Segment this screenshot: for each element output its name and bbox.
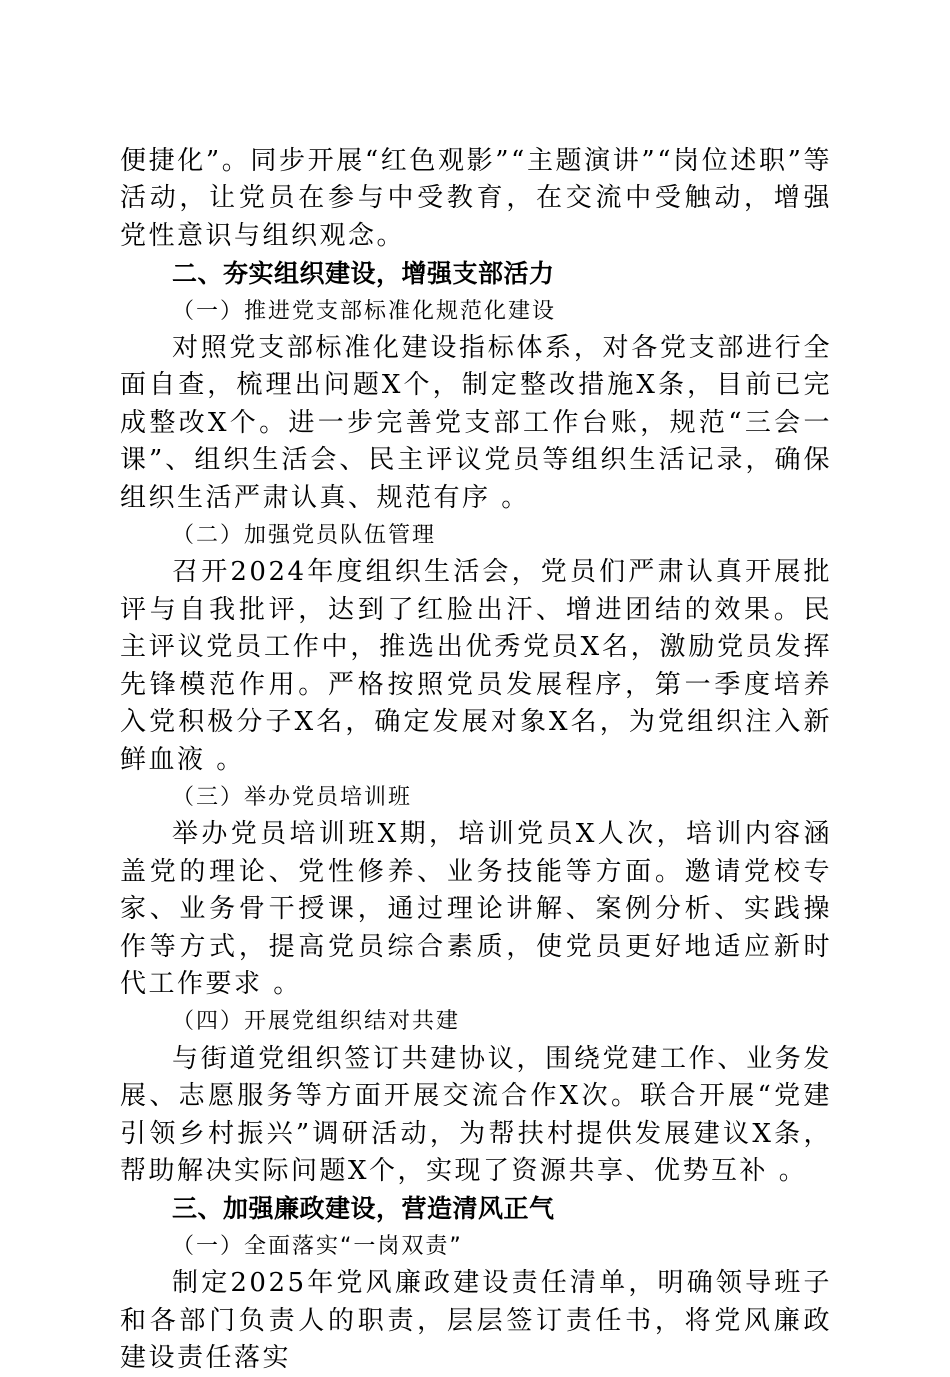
section-heading-3: 三、加强廉政建设，营造清风正气 [172,1194,555,1224]
document-page [120,143,832,1377]
subsection-heading-2-3: （三）举办党员培训班 [172,784,413,810]
paragraph-2-3: 举办党员培训班X期，培训党员X人次，培训内容涵盖党的理论、党性修养、业务技能等方面。邀请党校专家、业务骨干授课，通过理论讲解、案例分析、实践操作等方式，提高党员综合素质，使党员更好地适应新时代工作要求 。 [120,819,832,999]
paragraph-2-1: 对照党支部标准化建设指标体系，对各党支部进行全面自查，梳理出问题X个，制定整改措施X条，目前已完成整改X个。进一步完善党支部工作台账，规范“三会一课”、组织生活会、民主评议党员等组织生活记录，确保组织生活严肃认真、规范有序 。 [120,333,832,513]
subsection-heading-2-2: （二）加强党员队伍管理 [172,523,437,549]
paragraph-continuation: 便捷化”。同步开展“红色观影”“主题演讲”“岗位述职”等活动，让党员在参与中受教育，在交流中受触动，增强党性意识与组织观念。 [120,146,832,251]
paragraph-3-1: 制定2025年党风廉政建设责任清单，明确领导班子和各部门负责人的职责，层层签订责任书，将党风廉政建设责任落实 [120,1268,832,1373]
subsection-heading-2-4: （四）开展党组织结对共建 [172,1009,461,1035]
subsection-heading-3-1: （一）全面落实“一岗双责” [172,1233,463,1259]
paragraph-2-2: 召开2024年度组织生活会，党员们严肃认真开展批评与自我批评，达到了红脸出汗、增进团结的效果。民主评议党员工作中，推选出优秀党员X名，激励党员发挥先锋模范作用。严格按照党员发展程序，第一季度培养入党积极分子X名，确定发展对象X名，为党组织注入新鲜血液 。 [120,557,832,775]
section-heading-2: 二、夯实组织建设，增强支部活力 [172,259,555,289]
paragraph-2-4: 与街道党组织签订共建协议，围绕党建工作、业务发展、志愿服务等方面开展交流合作X次。联合开展“党建引领乡村振兴”调研活动，为帮扶村提供发展建议X条，帮助解决实际问题X个，实现了资源共享、优势互补 。 [120,1043,832,1186]
subsection-heading-2-1: （一）推进党支部标准化规范化建设 [172,298,557,324]
